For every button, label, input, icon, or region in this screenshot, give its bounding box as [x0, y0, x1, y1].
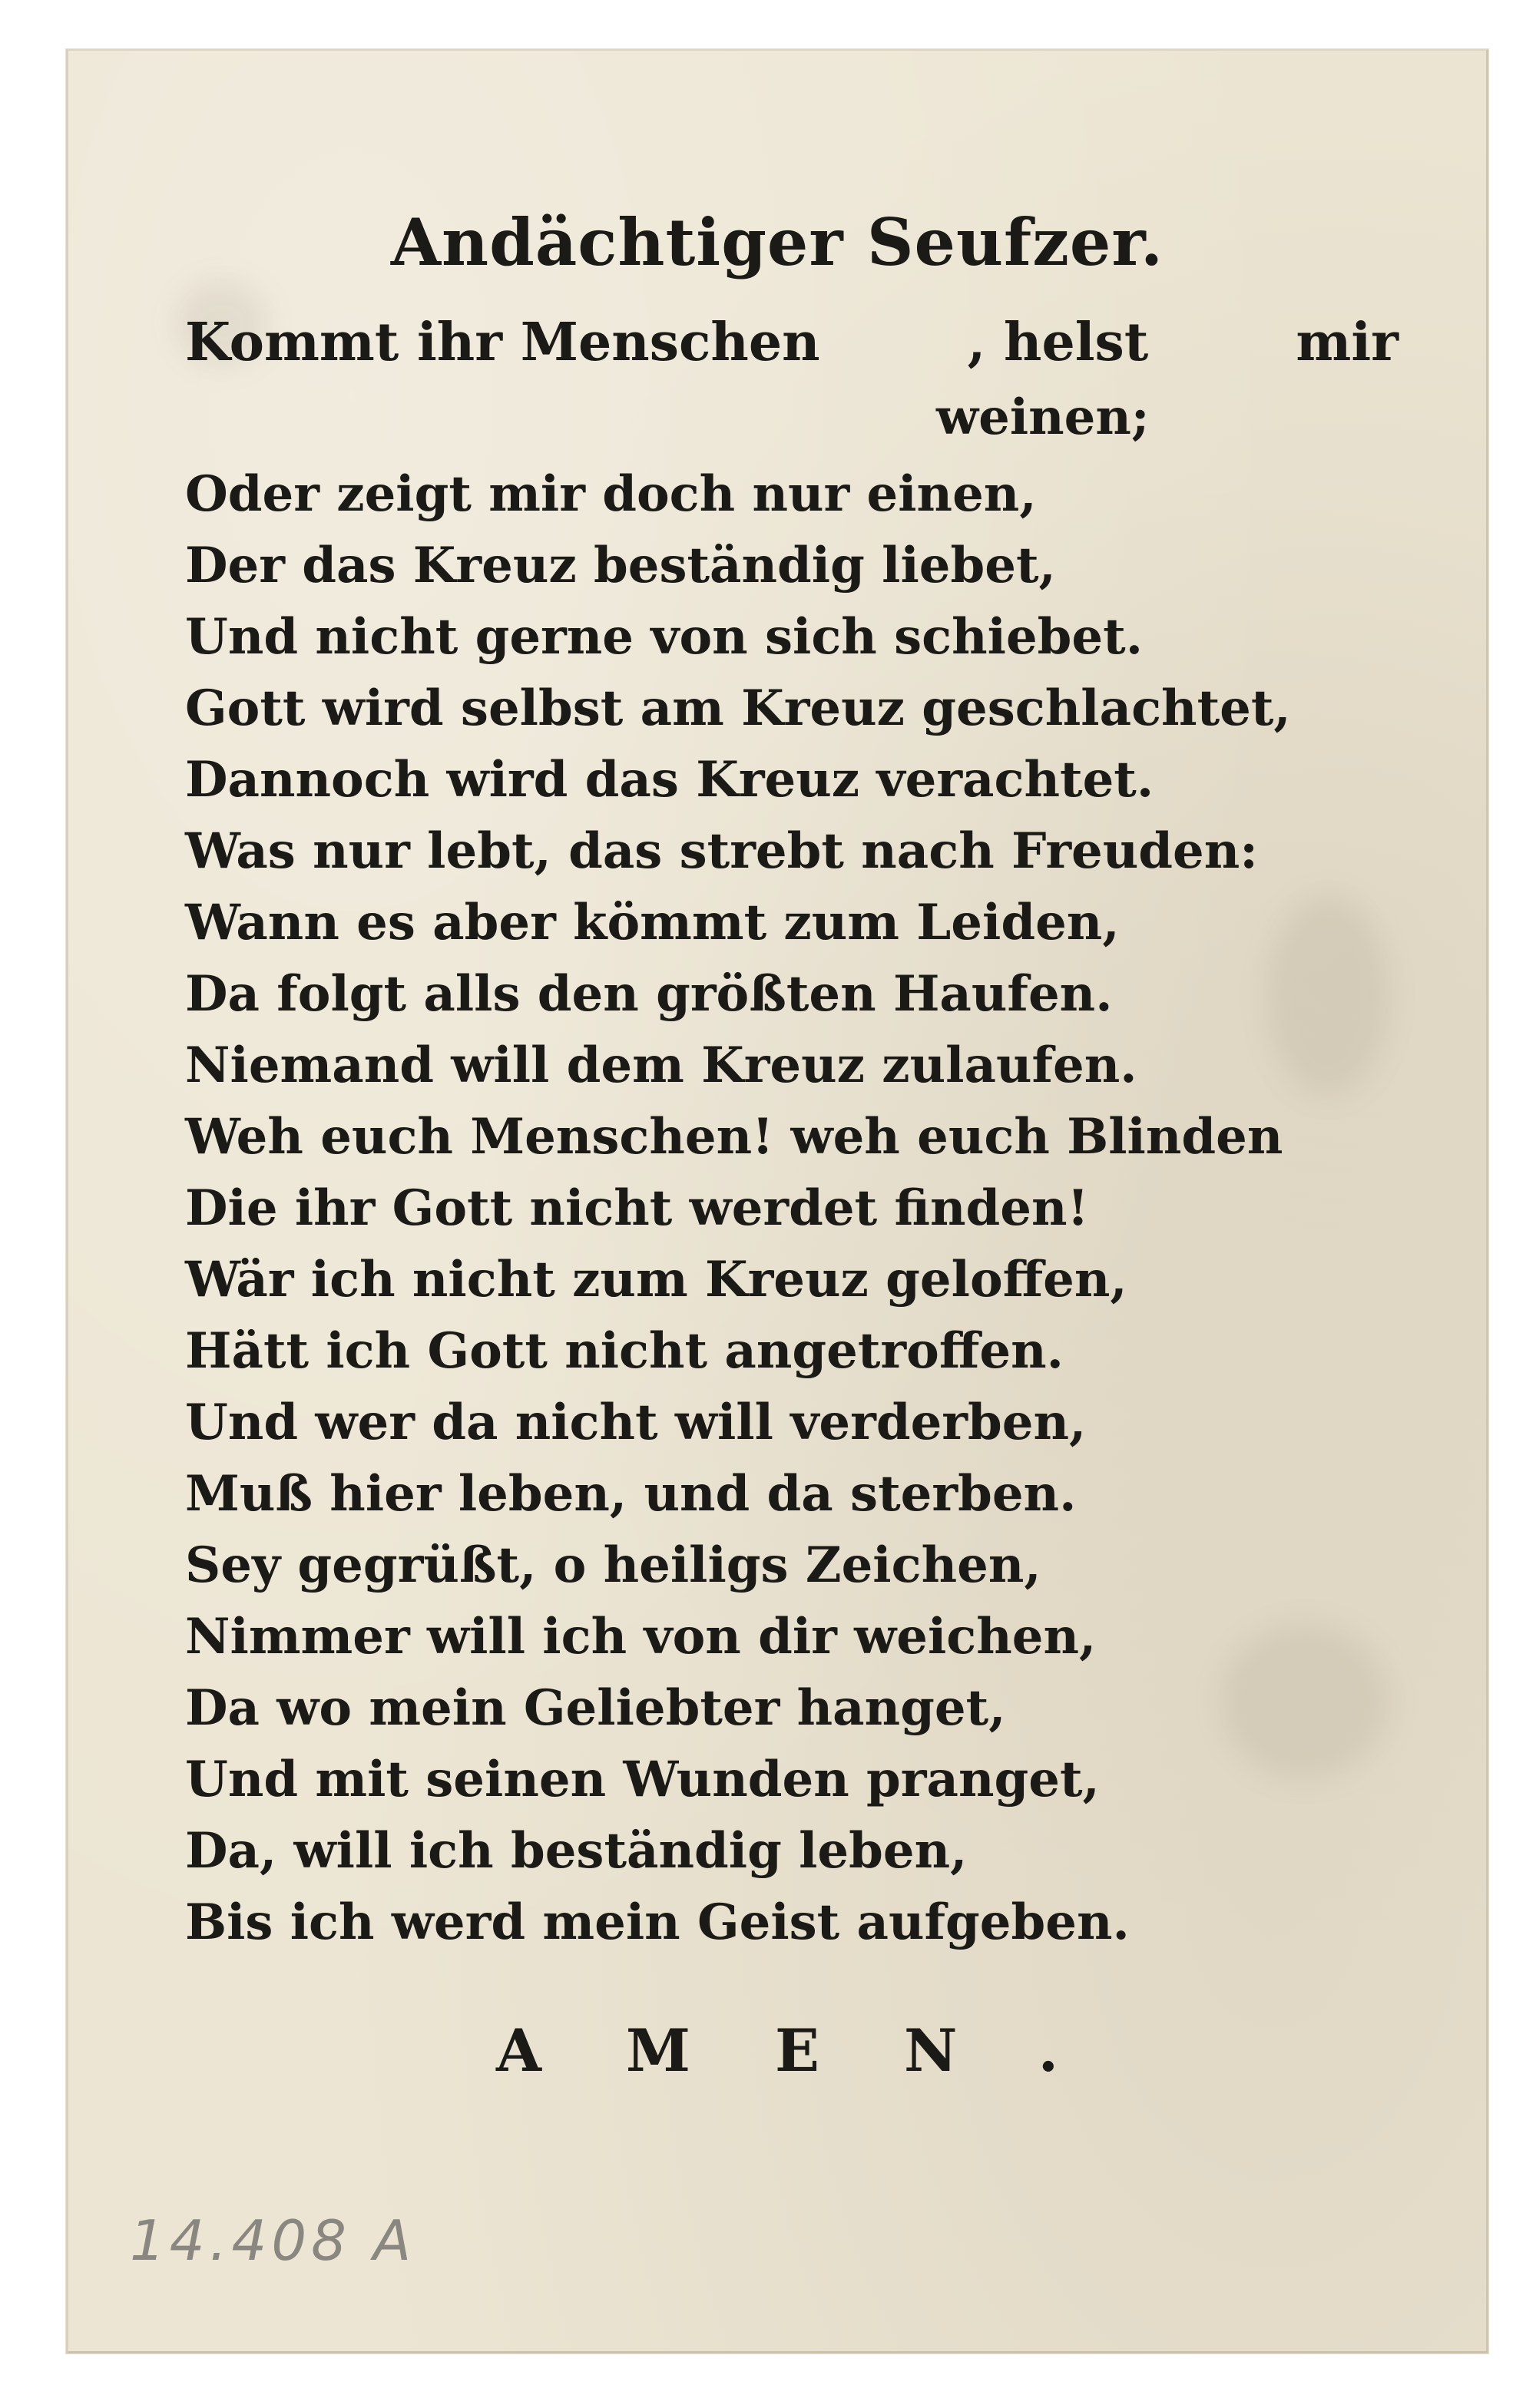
first-line-part: Kommt ihr Menschen [185, 312, 820, 373]
verse-line: Gott wird selbst am Kreuz geschlachtet, [185, 680, 1291, 737]
verse-line: Wann es aber kömmt zum Leiden, [185, 894, 1120, 951]
poem-title: Andächtiger Seufzer. [390, 204, 1164, 280]
verse-line: Dannoch wird das Kreuz verachtet. [185, 751, 1154, 809]
archive-number: 14.408 A [130, 2208, 416, 2273]
verse-line: Nimmer will ich von dir weichen, [185, 1608, 1097, 1665]
verse-line: Da folgt alls den größten Haufen. [185, 965, 1113, 1023]
verse-line: Der das Kreuz beständig liebet, [185, 537, 1056, 594]
verse-line: Wär ich nicht zum Kreuz geloffen, [185, 1251, 1127, 1308]
first-line-part: mir [1296, 312, 1399, 373]
first-line-continuation: weinen; [936, 389, 1150, 446]
closing-amen: AMEN. [495, 2016, 1144, 2085]
verse-line: Und wer da nicht will verderben, [185, 1394, 1087, 1451]
first-verse-line [185, 312, 1399, 373]
verse-line: Da, will ich beständig leben, [185, 1822, 968, 1880]
verse-line: Oder zeigt mir doch nur einen, [185, 465, 1037, 523]
verse-line: Was nur lebt, das strebt nach Freuden: [185, 822, 1258, 880]
verse-line: Und mit seinen Wunden pranget, [185, 1751, 1100, 1808]
verse-line: Und nicht gerne von sich schiebet. [185, 608, 1143, 666]
verse-line: Weh euch Menschen! weh euch Blinden [185, 1108, 1283, 1166]
verse-line: Muß hier leben, und da sterben. [185, 1465, 1077, 1523]
poem-text [68, 51, 1486, 2351]
verse-line: Sey gegrüßt, o heiligs Zeichen, [185, 1536, 1041, 1594]
verse-line: Bis ich werd mein Geist aufgeben. [185, 1894, 1130, 1951]
verse-line: Die ihr Gott nicht werdet finden! [185, 1179, 1089, 1237]
verse-line: Da wo mein Geliebter hanget, [185, 1679, 1006, 1737]
verse-line: Niemand will dem Kreuz zulaufen. [185, 1037, 1137, 1094]
paper-sheet [66, 49, 1488, 2353]
verse-line: Hätt ich Gott nicht angetroffen. [185, 1322, 1064, 1380]
first-line-part: , helst [967, 312, 1149, 373]
